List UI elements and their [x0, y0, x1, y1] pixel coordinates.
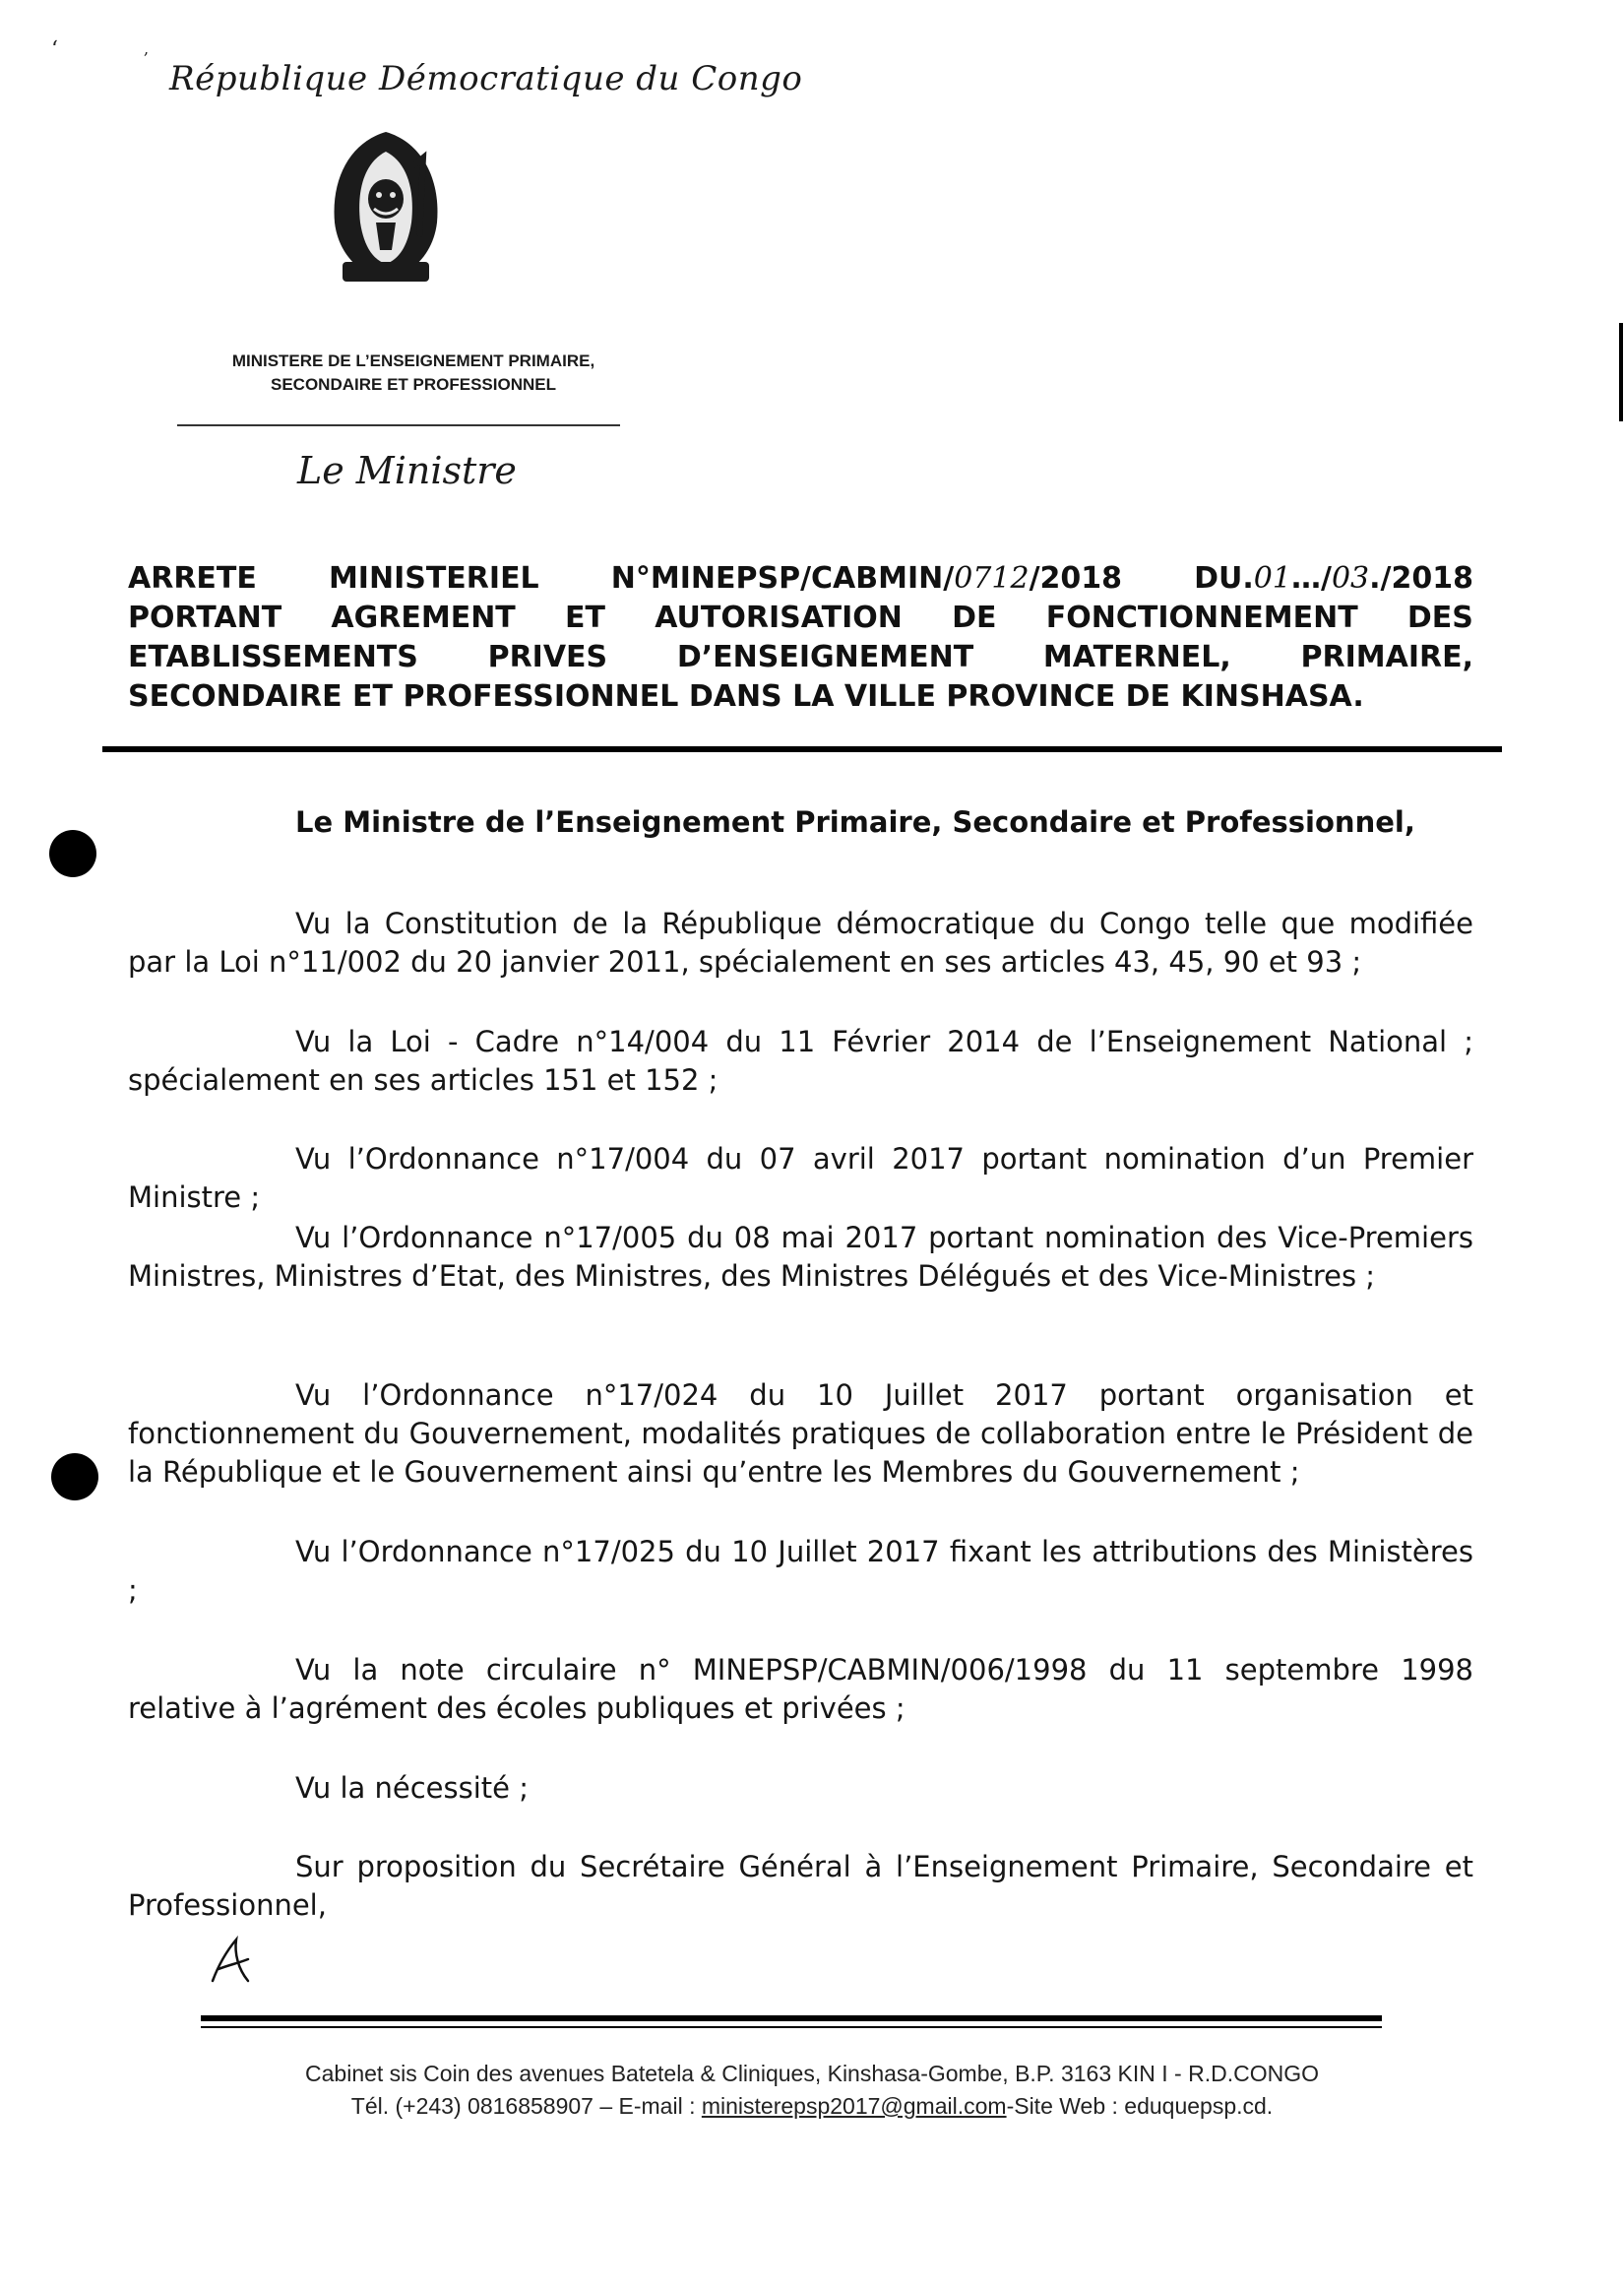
title-word: AGREMENT — [331, 601, 516, 635]
handwritten-number: 0712 — [954, 561, 1030, 596]
title-word: PRIVES — [487, 640, 608, 674]
ministry-line-2: SECONDAIRE ET PROFESSIONNEL — [271, 375, 556, 394]
header-rule — [177, 424, 620, 426]
footer-email-link[interactable]: ministerepsp2017@gmail.com — [701, 2093, 1007, 2119]
paragraph-note-circulaire: Vu la note circulaire n° MINEPSP/CABMIN/006/1998 du 11 septembre 1998 relative à l’agrément des écoles publiques et privées ; — [128, 1653, 1473, 1725]
footer-tel: Tél. (+243) 0816858907 – E-mail : — [350, 2093, 702, 2119]
title-word: ARRETE — [128, 561, 257, 596]
title-word: PORTANT — [128, 601, 282, 635]
coat-of-arms-emblem — [317, 128, 455, 286]
title-rule — [102, 746, 1502, 752]
decree-title-line-4 — [128, 677, 1473, 717]
title-word: MINISTERIEL — [328, 561, 539, 596]
scan-edge-mark — [1619, 323, 1623, 421]
footer-site: -Site Web : eduquepsp.cd. — [1006, 2093, 1274, 2119]
decree-title-line-2 — [128, 599, 1473, 638]
paragraph-loi-cadre: Vu la Loi - Cadre n°14/004 du 11 Février 2014 de l’Enseignement National ; spécialement en ses articles 151 et 152 ; — [128, 1025, 1473, 1097]
le-ministre-title: Le Ministre — [297, 449, 517, 492]
paragraph-ordonnance-005: Vu l’Ordonnance n°17/005 du 08 mai 2017 portant nomination des Vice-Premiers Ministres, Ministres d’Etat, des Ministres, des Ministres Délégués et des Vice-Ministres ; — [128, 1221, 1473, 1293]
paragraph-ordonnance-025: Vu l’Ordonnance n°17/025 du 10 Juillet 2017 fixant les attributions des Ministères ; — [128, 1535, 1473, 1607]
title-word: /2018 — [1029, 561, 1123, 596]
handwritten-initial-mark — [205, 1930, 264, 1989]
paragraph-proposition: Sur proposition du Secrétaire Général à l’Enseignement Primaire, Secondaire et Professionnel, — [128, 1850, 1473, 1922]
ministry-name — [177, 350, 650, 397]
paragraph-necessite: Vu la nécessité ; — [295, 1771, 529, 1805]
title-line-text: SECONDAIRE ET PROFESSIONNEL DANS LA VILLE PROVINCE DE KINSHASA. — [128, 679, 1364, 714]
title-word: ETABLISSEMENTS — [128, 640, 418, 674]
handwritten-day: 01 — [1253, 561, 1291, 596]
title-word: ./2018 — [1369, 561, 1473, 596]
decree-number — [611, 559, 1122, 599]
title-word: PRIMAIRE, — [1300, 640, 1473, 674]
decree-title-line-1 — [128, 559, 1473, 599]
title-word: MATERNEL, — [1042, 640, 1231, 674]
handwritten-month: 03 — [1331, 561, 1370, 596]
footer-contact-line — [0, 2090, 1624, 2123]
punch-hole — [49, 830, 96, 877]
republic-title: République Démocratique du Congo — [169, 59, 803, 98]
scan-mark: , — [144, 39, 150, 58]
footer-address: Cabinet sis Coin des avenues Batetela & Cliniques, Kinshasa-Gombe, B.P. 3163 KIN I - R.D.CONGO — [305, 2061, 1319, 2086]
title-word: DE — [952, 601, 997, 635]
footer-rule-thin — [201, 2026, 1382, 2028]
footer-rule-thick — [201, 2015, 1382, 2021]
title-word: DU. — [1194, 561, 1254, 596]
decree-title — [128, 559, 1473, 717]
footer-contact — [0, 2058, 1624, 2123]
decree-date — [1194, 559, 1473, 599]
title-word: ET — [565, 601, 605, 635]
title-word: …/ — [1290, 561, 1332, 596]
ministry-line-1: MINISTERE DE L’ENSEIGNEMENT PRIMAIRE, — [231, 351, 595, 370]
decree-title-line-3 — [128, 638, 1473, 677]
title-word: N°MINEPSP/CABMIN/ — [610, 561, 955, 596]
title-word: D’ENSEIGNEMENT — [676, 640, 974, 674]
scan-mark: ‘ — [51, 37, 58, 62]
minister-heading: Le Ministre de l’Enseignement Primaire, Secondaire et Professionnel, — [295, 805, 1415, 839]
paragraph-ordonnance-004: Vu l’Ordonnance n°17/004 du 07 avril 2017 portant nomination d’un Premier Ministre ; — [128, 1142, 1473, 1214]
title-word: DES — [1406, 601, 1473, 635]
title-word: FONCTIONNEMENT — [1045, 601, 1358, 635]
title-word: AUTORISATION — [655, 601, 903, 635]
punch-hole — [51, 1453, 98, 1500]
paragraph-constitution: Vu la Constitution de la République démocratique du Congo telle que modifiée par la Loi n°11/002 du 20 janvier 2011, spécialement en ses articles 43, 45, 90 et 93 ; — [128, 907, 1473, 979]
paragraph-ordonnance-024: Vu l’Ordonnance n°17/024 du 10 Juillet 2017 portant organisation et fonctionnement du Gouvernement, modalités pratiques de collaboration entre le Président de la République et le Gouvernement ainsi qu’entre les Membres du Gouvernement ; — [128, 1378, 1473, 1489]
